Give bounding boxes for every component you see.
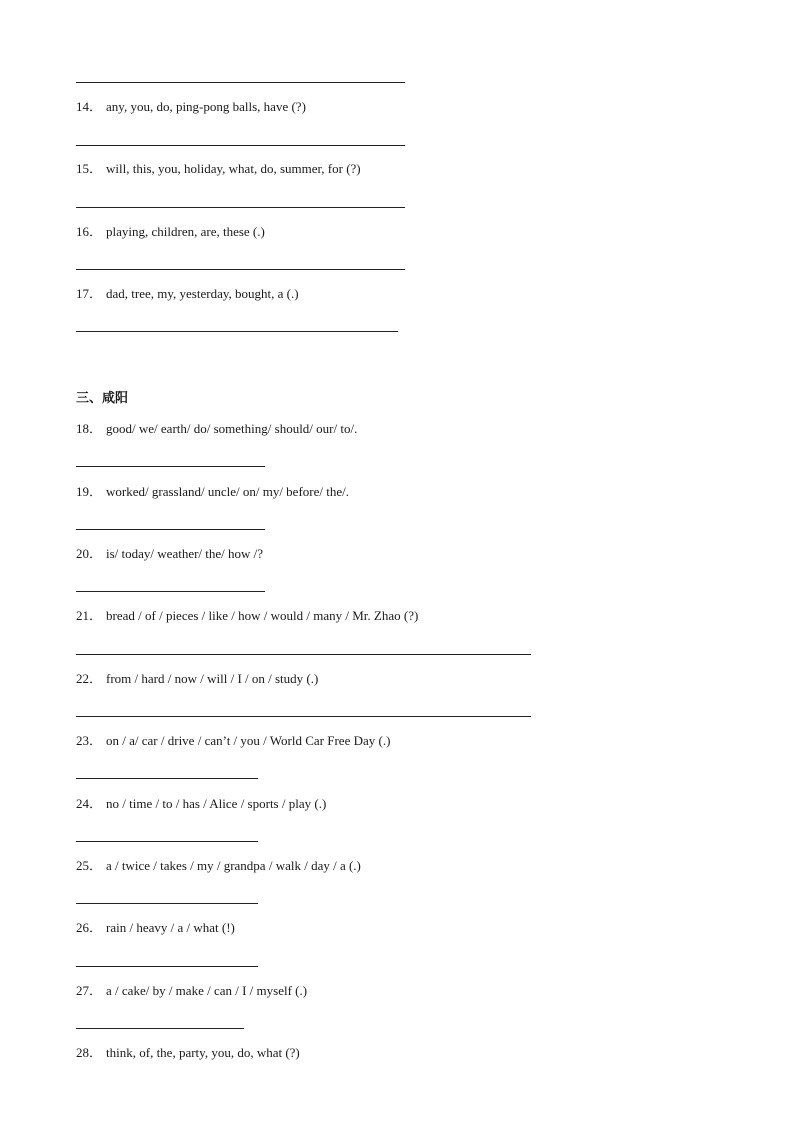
question-22 [76, 671, 318, 687]
question-text: rain / heavy / a / what (!) [106, 920, 235, 935]
question-text: no / time / to / has / Alice / sports / play (.) [106, 796, 327, 811]
question-text: worked/ grassland/ uncle/ on/ my/ before/ the/. [106, 484, 349, 499]
question-number: 27． [76, 983, 103, 998]
question-number: 20． [76, 546, 103, 561]
question-text: on / a/ car / drive / can’t / you / World Car Free Day (.) [106, 733, 391, 748]
question-24 [76, 796, 326, 812]
question-number: 19． [76, 484, 103, 499]
answer-line-14[interactable] [76, 145, 405, 146]
question-text: bread / of / pieces / like / how / would / many / Mr. Zhao (?) [106, 608, 419, 623]
question-26 [76, 920, 235, 936]
question-19 [76, 484, 349, 500]
question-number: 14． [76, 99, 103, 114]
answer-line-16[interactable] [76, 269, 405, 270]
question-14 [76, 99, 306, 115]
question-25 [76, 858, 361, 874]
answer-line-21[interactable] [76, 654, 531, 655]
answer-line-22[interactable] [76, 716, 531, 717]
question-number: 25． [76, 858, 103, 873]
answer-line-19[interactable] [76, 529, 265, 530]
question-15 [76, 161, 361, 177]
question-number: 18． [76, 421, 103, 436]
question-number: 28． [76, 1045, 103, 1060]
question-number: 23． [76, 733, 103, 748]
question-number: 15． [76, 161, 103, 176]
section-title: 三、咸阳 [76, 391, 129, 406]
answer-line-17[interactable] [76, 331, 398, 332]
answer-line-25[interactable] [76, 903, 258, 904]
question-number: 21． [76, 608, 103, 623]
question-23 [76, 733, 390, 749]
question-text: playing, children, are, these (.) [106, 224, 265, 239]
question-16 [76, 224, 265, 240]
answer-line-18[interactable] [76, 466, 265, 467]
question-text: think, of, the, party, you, do, what (?) [106, 1045, 300, 1060]
answer-line-24[interactable] [76, 841, 258, 842]
question-text: dad, tree, my, yesterday, bought, a (.) [106, 286, 299, 301]
question-number: 26． [76, 920, 103, 935]
question-text: good/ we/ earth/ do/ something/ should/ our/ to/. [106, 421, 358, 436]
question-21 [76, 608, 418, 624]
question-text: any, you, do, ping-pong balls, have (?) [106, 99, 306, 114]
question-17 [76, 286, 299, 302]
question-text: a / twice / takes / my / grandpa / walk / day / a (.) [106, 858, 361, 873]
question-number: 22． [76, 671, 103, 686]
question-text: from / hard / now / will / I / on / study (.) [106, 671, 319, 686]
answer-line-20[interactable] [76, 591, 265, 592]
answer-line-23[interactable] [76, 778, 258, 779]
question-number: 16． [76, 224, 103, 239]
question-text: a / cake/ by / make / can / I / myself (.) [106, 983, 308, 998]
question-28 [76, 1045, 300, 1061]
question-number: 17． [76, 286, 103, 301]
answer-line-27[interactable] [76, 1028, 244, 1029]
question-number: 24． [76, 796, 103, 811]
question-text: is/ today/ weather/ the/ how /? [106, 546, 264, 561]
answer-line-26[interactable] [76, 966, 258, 967]
question-text: will, this, you, holiday, what, do, summer, for (?) [106, 161, 361, 176]
question-18 [76, 421, 357, 437]
answer-line[interactable] [76, 82, 405, 83]
answer-line-15[interactable] [76, 207, 405, 208]
question-27 [76, 983, 307, 999]
question-20 [76, 546, 263, 562]
